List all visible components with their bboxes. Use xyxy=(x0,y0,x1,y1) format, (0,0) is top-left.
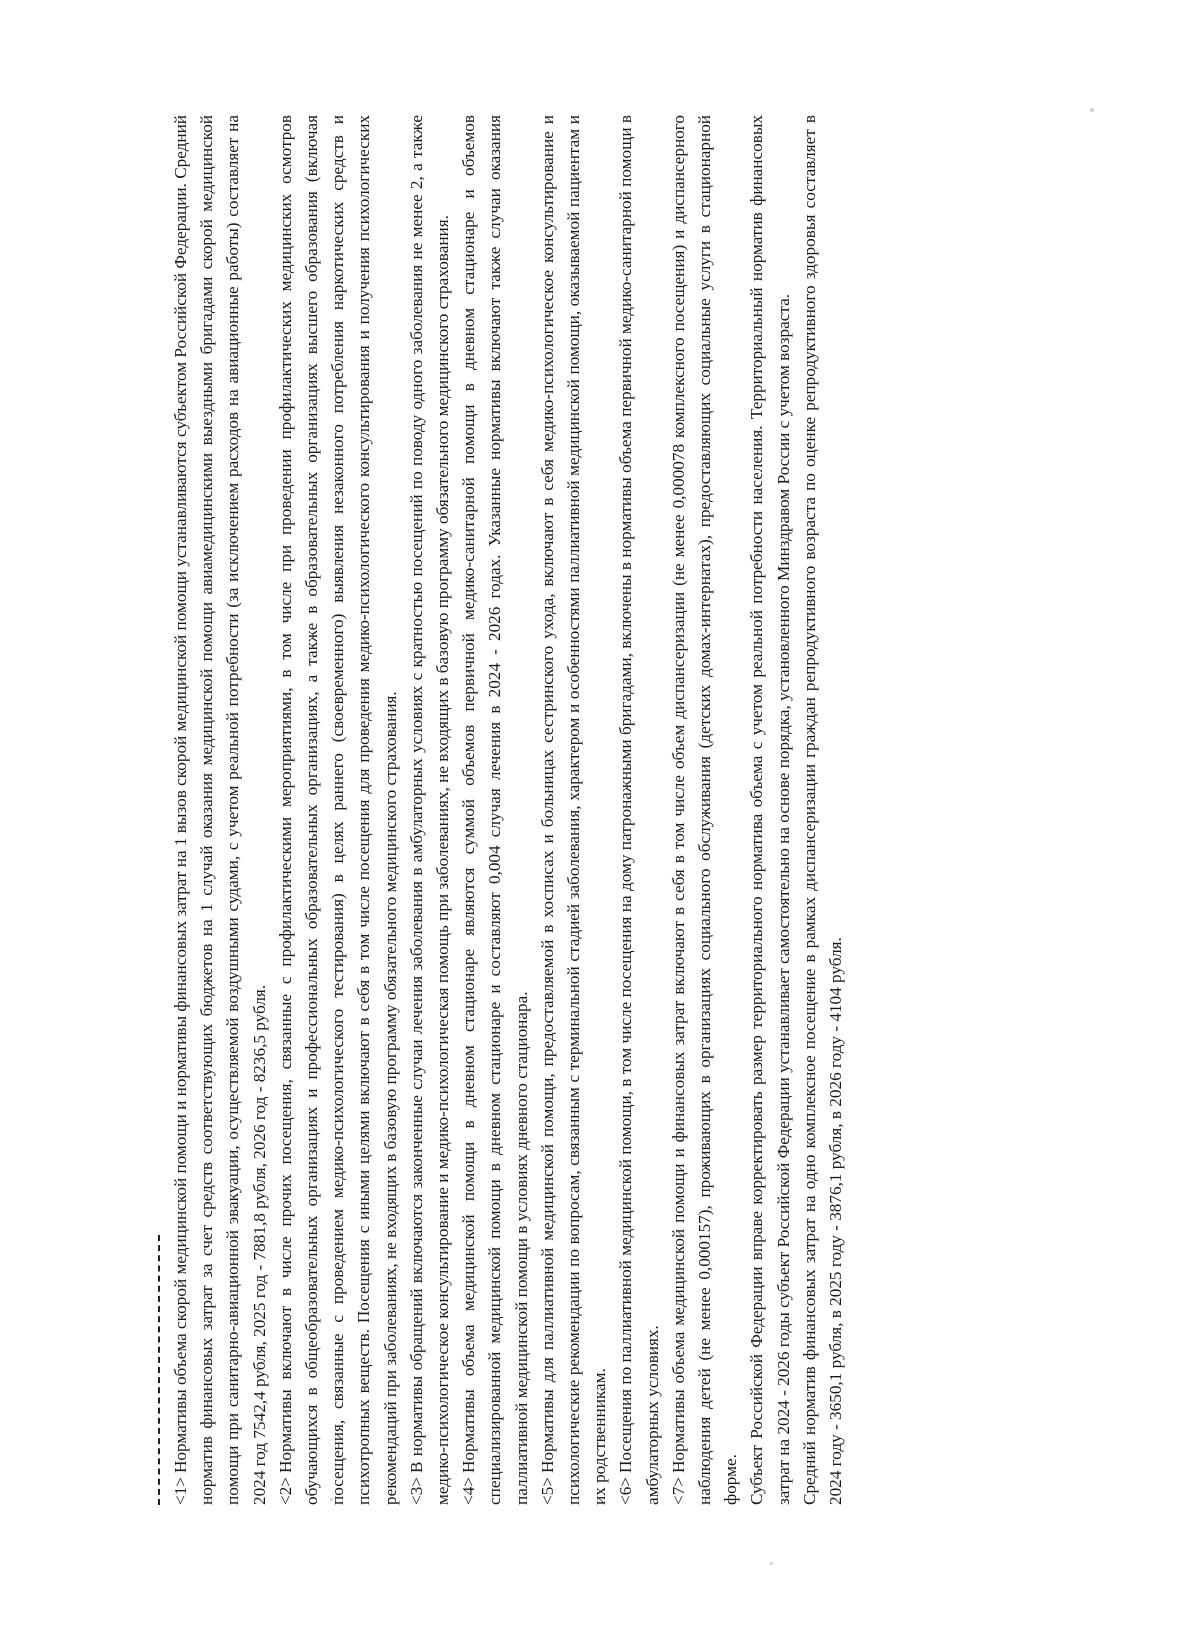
footnote-marker: <3> xyxy=(406,1477,426,1505)
footnote-text: Нормативы объема скорой медицинской помощи и нормативы финансовых затрат на 1 вызов скорой медицинской помощи устанавливаются субъектом Российской Федерации. Средний норматив финансовых затрат за счет средств соответствующих бюджетов на 1 случай оказания медицинской помощи авиамедицинскими выездными бригадами скорой медицинской помощи при санитарно-авиационной эвакуации, осуществляемой воздушными судами, с учетом реальной потребности (за исключением расходов на авиационные работы) составляет на 2024 год 7542,4 рубля, 2025 год - 7881,8 рубля, 2026 год - 8236,5 рубля. xyxy=(171,115,269,1505)
footnote-text: Нормативы включают в числе прочих посещения, связанные с профилактическими мероприятиями, в том числе при проведении профилактических медицинских осмотров обучающихся в общеобразовательных организациях и профессиональных образовательных организациях, а также в образовательных организациях высшего образования (включая посещения, связанные с проведением медико-психологического тестирования) в целях раннего (своевременного) выявления незаконного потребления наркотических средств и психотропных веществ. Посещения с иными целями включают в себя в том числе посещения для проведения медико-психологического консультирования и получения психологических рекомендаций при заболеваниях, не входящих в базовую программу обязательного медицинского страхования. xyxy=(275,115,400,1505)
footnote-marker: <5> xyxy=(537,1477,557,1505)
footnote-text: Нормативы объема медицинской помощи в дневном стационаре являются суммой объемов первичной медико-санитарной помощи в дневном стационаре и объемов специализированной медицинской помощи в дневном стационаре и составляют 0,004 случая лечения в 2024 - 2026 годах. Указанные нормативы включают также случаи оказания паллиативной медицинской помощи в условиях дневного стационара. xyxy=(459,115,531,1505)
body-paragraph: Субъект Российской Федерации вправе корректировать размер территориального норматива объема с учетом реальной потребности населения. Территориальный норматив финансовых затрат на 2024 - 2026 годы субъект Российской Федерации устанавливает самостоятельно на основе порядка, установленного Минздравом России с учетом возраста. xyxy=(747,115,793,1505)
footnote-text: Нормативы объема медицинской помощи и финансовых затрат включают в себя в том числе объем диспансеризации (не менее 0,000078 комплексного посещения) и диспансерного наблюдения детей (не менее 0,000157), проживающих в организациях социального обслуживания (детских домах-интернатах), предоставляющих социальные услуги в стационарной форме. xyxy=(668,115,741,1505)
footnote-1 xyxy=(168,115,273,1505)
rotated-text-block xyxy=(158,115,849,1505)
footnote-marker: <1> xyxy=(171,1477,190,1505)
footnote-6 xyxy=(613,115,665,1505)
footnote-3 xyxy=(404,115,456,1505)
footnote-marker: <2> xyxy=(275,1477,295,1505)
footnote-7 xyxy=(666,115,745,1505)
footnote-2 xyxy=(273,115,404,1505)
footnote-marker: <7> xyxy=(668,1477,688,1505)
footnote-text: В нормативы обращений включаются законченные случаи лечения заболевания в амбулаторных условиях с кратностью посещений по поводу одного заболевания не менее 2, а также медико-психологическое консультирование и медико-психологическая помощь при заболеваниях, не входящих в базовую программу обязательного медицинского страхования. xyxy=(406,115,453,1505)
scan-speck xyxy=(770,1562,773,1565)
footnote-text: Посещения по паллиативной медицинской помощи, в том числе посещения на дому патронажными бригадами, включены в нормативы объема первичной медико-санитарной помощи в амбулаторных условиях. xyxy=(616,115,662,1505)
footnote-4 xyxy=(456,115,535,1505)
body-paragraph: Средний норматив финансовых затрат на одно комплексное посещение в рамках диспансеризации граждан репродуктивного возраста по оценке репродуктивного здоровья составляет в 2024 году - 3650,1 рубля, в 2025 году - 3876,1 рубля, в 2026 году - 4104 рубля. xyxy=(799,115,846,1505)
footnote-marker: <4> xyxy=(459,1477,479,1505)
footnote-text: Нормативы для паллиативной медицинской помощи, предоставляемой в хосписах и больницах сестринского ухода, включают в себя медико-психологическое консультирование и психологические рекомендации по вопросам, связанным с терминальной стадией заболевания, характером и особенностями паллиативной медицинской помощи, оказываемой пациентам и их родственникам. xyxy=(537,115,610,1505)
scan-speck xyxy=(1090,108,1094,112)
footnote-5 xyxy=(535,115,614,1505)
footnote-marker: <6> xyxy=(616,1477,636,1505)
footnote-separator xyxy=(158,1235,160,1505)
